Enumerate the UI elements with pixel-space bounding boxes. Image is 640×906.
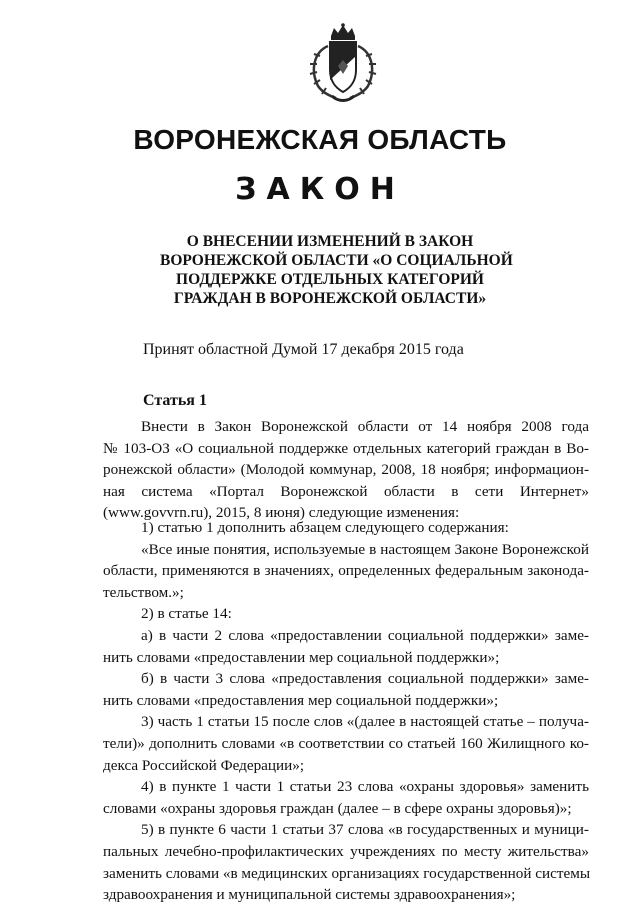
paragraph-line: ная система «Портал Воронежской области в сети Интернет» xyxy=(103,482,589,500)
amendment-line: 1) статью 1 дополнить абзацем следующего содержания: xyxy=(141,519,509,536)
amendment-line: здравоохранения и муниципальной системы здравоохранения»; xyxy=(103,886,516,904)
article-intro-paragraph xyxy=(103,416,589,524)
amendment-line: «Все иные понятия, используемые в настоящем Законе Воронежской xyxy=(141,540,589,558)
paragraph-line: Внести в Закон Воронежской области от 14 ноября 2008 года xyxy=(141,418,589,435)
amendment-line: нить словами «предоставления мер социальной поддержки»; xyxy=(103,691,499,709)
amendment-line: а) в части 2 слова «предоставлении социальной поддержки» заме- xyxy=(141,626,589,644)
law-title xyxy=(160,232,513,308)
paragraph-line: (www.govvrn.ru), 2015, 8 июня) следующие изменения: xyxy=(103,504,460,522)
region-name: ВОРОНЕЖСКАЯ ОБЛАСТЬ xyxy=(133,124,507,155)
amendment-line: словами «охраны здоровья граждан (далее – в сфере охраны здоровья)»; xyxy=(103,799,572,817)
amendment-line: 4) в пункте 1 части 1 статьи 23 слова «охраны здоровья» заменить xyxy=(141,778,589,796)
amendment-line: декса Российской Федерации»; xyxy=(103,756,305,774)
paragraph-line: ронежской области» (Молодой коммунар, 2008, 18 ноября; информацион- xyxy=(103,461,589,479)
amendment-line: 3) часть 1 статьи 15 после слов «(далее в настоящей статье – получа- xyxy=(141,713,589,731)
amendment-line: пальных лечебно-профилактических учреждениях по месту жительства» xyxy=(103,842,589,860)
amendment-line: тели)» дополнить словами «в соответствии со статьей 160 Жилищного ко- xyxy=(103,734,589,752)
amendment-line: б) в части 3 слова «предоставления социальной поддержки» заме- xyxy=(141,670,589,688)
adoption-note: Принят областной Думой 17 декабря 2015 года xyxy=(143,341,464,358)
law-title-line: ПОДДЕРЖКЕ ОТДЕЛЬНЫХ КАТЕГОРИЙ xyxy=(176,271,484,288)
law-title-line: ВОРОНЕЖСКОЙ ОБЛАСТИ «О СОЦИАЛЬНОЙ xyxy=(160,252,513,269)
amendment-line: нить словами «предоставлении мер социальной поддержки»; xyxy=(103,648,500,666)
document-type: ЗАКОН xyxy=(235,172,405,207)
amendment-line: тельством.»; xyxy=(103,583,184,601)
paragraph-line: № 103-ОЗ «О социальной поддержке отдельных категорий граждан в Во- xyxy=(103,439,589,457)
article-heading: Статья 1 xyxy=(143,392,207,409)
amendment-line: 2) в статье 14: xyxy=(141,605,232,623)
amendment-line: 5) в пункте 6 части 1 статьи 37 слова «в государственных и муници- xyxy=(141,821,589,839)
law-title-line: О ВНЕСЕНИИ ИЗМЕНЕНИЙ В ЗАКОН xyxy=(186,233,474,250)
voronezh-coat-of-arms-icon xyxy=(300,22,386,104)
law-title-line: ГРАЖДАН В ВОРОНЕЖСКОЙ ОБЛАСТИ» xyxy=(173,290,487,307)
amendment-line: заменить словами «в медицинских организациях государственной системы xyxy=(103,864,591,882)
amendment-line: области, применяются в значениях, определенных федеральным законода- xyxy=(103,562,589,580)
amendments-list xyxy=(103,517,589,906)
